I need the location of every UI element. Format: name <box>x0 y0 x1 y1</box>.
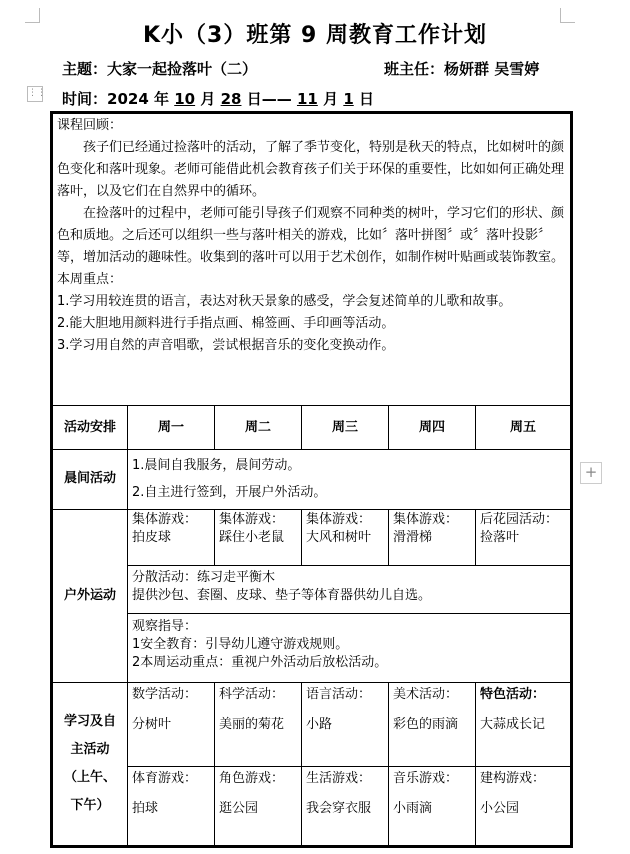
game-type: 集体游戏： <box>219 512 285 528</box>
review-paragraph: 孩子们已经通过捡落叶的活动，了解了季节变化，特别是秋天的特点，比如树叶的颜色变化和落叶现象。老师可能借此机会教育孩子们关于环保的重要性，比如如何正确处理落叶，以及它们在自然界中的循环。 <box>57 140 565 199</box>
page-title: K小（3）班第 9 周教育工作计划 <box>143 23 487 48</box>
weekday-header: 周二 <box>215 406 302 449</box>
game-type: 集体游戏： <box>132 512 198 528</box>
weekday-header: 周五 <box>476 406 571 449</box>
observation-cell <box>128 614 571 683</box>
plan-table <box>52 113 571 846</box>
study-name: 逛公园 <box>219 801 259 817</box>
focus-item: 1.学习用较连贯的语言，表达对秋天景象的感受，学会复述简单的儿歌和故事。 <box>57 294 512 309</box>
study-name: 美丽的菊花 <box>219 716 285 732</box>
game-type: 集体游戏： <box>393 512 459 528</box>
study-type: 角色游戏： <box>219 771 285 787</box>
study-name: 大蒜成长记 <box>480 716 546 732</box>
study-cell <box>215 682 302 767</box>
study-type: 美术活动： <box>393 686 459 702</box>
study-name: 小路 <box>306 716 333 732</box>
outdoor-game-cell <box>128 510 215 565</box>
study-cell <box>215 767 302 846</box>
topic-label: 主题： <box>62 60 108 78</box>
study-cell <box>302 767 389 846</box>
day-char: 日 <box>246 90 262 108</box>
study-type: 音乐游戏： <box>393 771 459 787</box>
game-type: 集体游戏： <box>306 512 372 528</box>
game-name: 踩住小老鼠 <box>219 530 285 546</box>
observation-item: 2本周运动重点：重视户外活动后放松活动。 <box>132 655 388 671</box>
study-cell <box>128 767 215 846</box>
weekday-header: 周一 <box>128 406 215 449</box>
study-type: 科学活动： <box>219 686 285 702</box>
focus-item: 2.能大胆地用颜料进行手指点画、棉签画、手印画等活动。 <box>57 316 395 331</box>
time-separator: —— <box>261 90 292 108</box>
study-name: 分树叶 <box>132 716 172 732</box>
month-char: 月 <box>200 90 216 108</box>
study-label-line: 下午） <box>70 797 110 813</box>
outdoor-game-cell <box>215 510 302 565</box>
free-activity-title: 分散活动：练习走平衡木 <box>132 569 276 585</box>
teacher-label: 班主任： <box>384 60 445 78</box>
study-cell <box>389 767 476 846</box>
month-char: 月 <box>323 90 339 108</box>
time-start-month: 10 <box>174 90 196 108</box>
teacher-names: 杨妍群 吴雪婷 <box>444 60 540 78</box>
time-start-day: 28 <box>220 90 242 108</box>
study-label-line: 主活动 <box>70 741 110 757</box>
focus-item: 3.学习用自然的声音唱歌，尝试根据音乐的变化变换动作。 <box>57 338 395 353</box>
time-end-month: 11 <box>296 90 318 108</box>
study-label <box>53 682 128 845</box>
study-name: 彩色的雨滴 <box>393 716 459 732</box>
study-type: 特色活动： <box>480 686 546 702</box>
weekday-header: 周四 <box>389 406 476 449</box>
topic-line <box>62 58 257 79</box>
review-heading: 课程回顾： <box>57 118 123 133</box>
review-cell <box>53 114 571 406</box>
teacher-line <box>384 58 539 79</box>
study-type: 建构游戏： <box>480 771 546 787</box>
add-column-button[interactable]: + <box>580 462 602 484</box>
study-name: 我会穿衣服 <box>306 801 372 817</box>
observation-item: 1安全教育：引导幼儿遵守游戏规则。 <box>132 637 349 653</box>
study-cell <box>302 682 389 767</box>
study-name: 小雨滴 <box>393 801 433 817</box>
outdoor-game-cell <box>476 510 571 565</box>
schedule-label: 活动安排 <box>53 406 128 449</box>
morning-cell <box>128 449 571 509</box>
focus-heading: 本周重点： <box>57 272 123 287</box>
morning-item: 1.晨间自我服务，晨间劳动。 <box>132 458 301 474</box>
study-type: 数学活动： <box>132 686 198 702</box>
study-type: 语言活动： <box>306 686 372 702</box>
game-name: 捡落叶 <box>480 530 520 546</box>
study-name: 小公园 <box>480 801 520 817</box>
study-name: 拍球 <box>132 801 159 817</box>
observation-title: 观察指导： <box>132 619 198 635</box>
day-char: 日 <box>358 90 374 108</box>
study-cell <box>128 682 215 767</box>
time-end-day: 1 <box>343 90 354 108</box>
outdoor-label: 户外运动 <box>53 510 128 682</box>
study-label-line: 学习及自 <box>63 713 116 729</box>
weekday-header: 周三 <box>302 406 389 449</box>
time-label: 时间： <box>62 90 108 108</box>
outdoor-game-cell <box>302 510 389 565</box>
morning-label: 晨间活动 <box>53 449 128 509</box>
study-cell <box>476 682 571 767</box>
free-activity-desc: 提供沙包、套圈、皮球、垫子等体育器供幼儿自选。 <box>132 587 432 603</box>
time-year: 2024 年 <box>107 90 169 108</box>
study-cell <box>476 767 571 846</box>
time-line <box>62 88 374 109</box>
game-name: 滑滑梯 <box>393 530 433 546</box>
topic-value: 大家一起捡落叶（二） <box>107 60 258 78</box>
game-name: 拍皮球 <box>132 530 172 546</box>
game-name: 大风和树叶 <box>306 530 372 546</box>
morning-item: 2.自主进行签到，开展户外活动。 <box>132 485 327 501</box>
study-type: 体育游戏： <box>132 771 198 787</box>
study-type: 生活游戏： <box>306 771 372 787</box>
study-label-line: （上午、 <box>63 769 116 785</box>
table-move-handle-icon[interactable]: ⋮⋮ <box>27 86 43 102</box>
game-type: 后花园活动： <box>480 512 559 528</box>
free-activity-cell <box>128 565 571 613</box>
study-cell <box>389 682 476 767</box>
outdoor-game-cell <box>389 510 476 565</box>
review-paragraph: 在捡落叶的过程中，老师可能引导孩子们观察不同种类的树叶，学习它们的形状、颜色和质地。之后还可以组织一些与落叶相关的游戏，比如〞落叶拼图〞或〞落叶投影〞等，增加活动的趣味性。收集到的落叶可以用于艺术创作，如制作树叶贴画或装饰教室。 <box>57 206 565 265</box>
